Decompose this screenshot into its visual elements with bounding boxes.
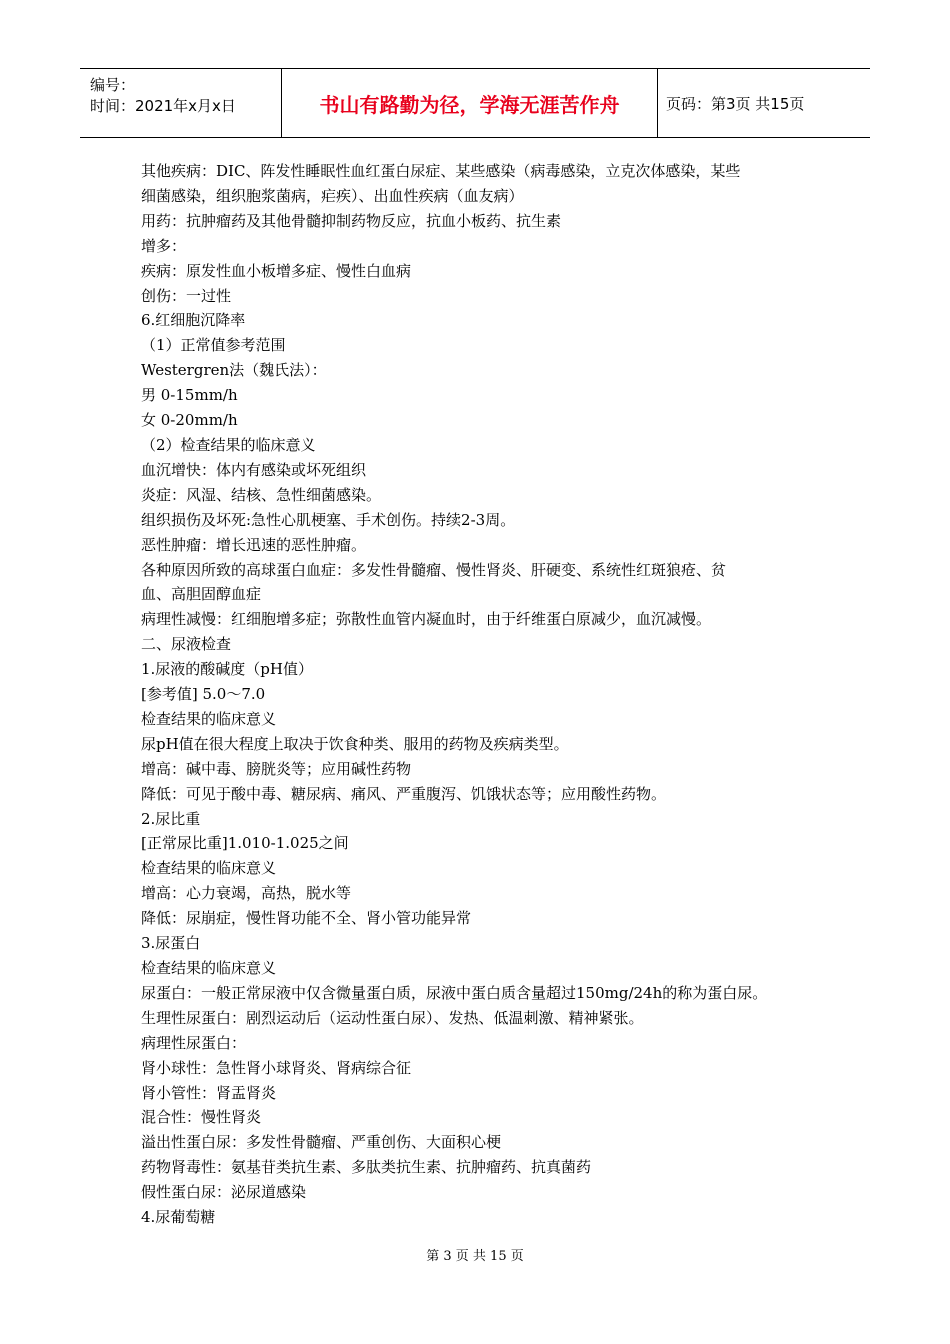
body-line: 降低：尿崩症，慢性肾功能不全、肾小管功能异常 bbox=[141, 909, 472, 928]
document-body bbox=[141, 159, 841, 1230]
body-line: 恶性肿瘤：增长迅速的恶性肿瘤。 bbox=[141, 535, 367, 554]
body-line: 增高：碱中毒、膀胱炎等；应用碱性药物 bbox=[141, 759, 412, 778]
body-line: 二、尿液检查 bbox=[141, 635, 232, 654]
body-line: 细菌感染，组织胞浆菌病，疟疾）、出血性疾病（血友病） bbox=[141, 186, 524, 205]
body-line: 炎症：风湿、结核、急性细菌感染。 bbox=[141, 485, 382, 504]
body-line: 组织损伤及坏死:急性心肌梗塞、手术创伤。持续2-3周。 bbox=[141, 510, 516, 529]
header-page-code: 页码：第3页 共15页 bbox=[666, 94, 805, 113]
body-line: [参考值] 5.0～7.0 bbox=[141, 685, 266, 704]
body-line: 创伤：一过性 bbox=[141, 286, 232, 305]
body-line: （1）正常值参考范围 bbox=[141, 336, 286, 355]
body-line: 血、高胆固醇血症 bbox=[141, 585, 262, 604]
body-line: 2.尿比重 bbox=[141, 809, 201, 828]
body-line: 血沉增快：体内有感染或坏死组织 bbox=[141, 460, 367, 479]
body-line: 病理性减慢：红细胞增多症；弥散性血管内凝血时，由于纤维蛋白原减少，血沉减慢。 bbox=[141, 610, 712, 629]
body-line: 检查结果的临床意义 bbox=[141, 959, 277, 977]
body-line: 6.红细胞沉降率 bbox=[141, 311, 246, 330]
body-line: 用药：抗肿瘤药及其他骨髓抑制药物反应，抗血小板药、抗生素 bbox=[141, 211, 562, 230]
body-line: 假性蛋白尿：泌尿道感染 bbox=[141, 1183, 307, 1202]
body-line: 检查结果的临床意义 bbox=[141, 859, 277, 878]
body-line: 生理性尿蛋白：剧烈运动后（运动性蛋白尿）、发热、低温刺激、精神紧张。 bbox=[141, 1008, 644, 1027]
body-line: 尿蛋白：一般正常尿液中仅含微量蛋白质，尿液中蛋白质含量超过150mg/24h的称为蛋白尿。 bbox=[141, 983, 768, 1002]
header-meta bbox=[80, 69, 282, 137]
body-line: Westergren法（魏氏法）： bbox=[141, 361, 327, 380]
body-line: 溢出性蛋白尿：多发性骨髓瘤、严重创伤、大面积心梗 bbox=[141, 1133, 502, 1152]
body-line: 其他疾病：DIC、阵发性睡眠性血红蛋白尿症、某些感染（病毒感染，立克次体感染，某些 bbox=[141, 162, 741, 180]
body-line: （2）检查结果的临床意义 bbox=[141, 435, 316, 454]
body-line: 4.尿葡萄糖 bbox=[141, 1208, 216, 1227]
page-header bbox=[80, 68, 870, 138]
body-line: 各种原因所致的高球蛋白血症：多发性骨髓瘤、慢性肾炎、肝硬变、系统性红斑狼疮、贫 bbox=[141, 560, 727, 579]
body-line: 混合性：慢性肾炎 bbox=[141, 1108, 262, 1127]
body-line: 检查结果的临床意义 bbox=[141, 709, 277, 728]
body-line: 1.尿液的酸碱度（pH值） bbox=[141, 660, 313, 679]
body-line: 肾小管性：肾盂肾炎 bbox=[141, 1083, 277, 1102]
header-motto: 书山有路勤为径，学海无涯苦作舟 bbox=[282, 69, 658, 137]
document-date: 时间：2021年x月x日 bbox=[90, 97, 236, 115]
body-line: 男 0-15mm/h bbox=[141, 386, 238, 405]
body-line: 肾小球性：急性肾小球肾炎、肾病综合征 bbox=[141, 1058, 412, 1077]
body-line: [正常尿比重]1.010-1.025之间 bbox=[141, 834, 349, 853]
document-number-label: 编号： bbox=[90, 76, 136, 94]
body-line: 降低：可见于酸中毒、糖尿病、痛风、严重腹泻、饥饿状态等；应用酸性药物。 bbox=[141, 784, 667, 803]
body-line: 女 0-20mm/h bbox=[141, 411, 238, 430]
page-footer: 第 3 页 共 15 页 bbox=[426, 1249, 524, 1264]
body-line: 尿pH值在很大程度上取决于饮食种类、服用的药物及疾病类型。 bbox=[141, 734, 569, 753]
body-line: 病理性尿蛋白： bbox=[141, 1033, 247, 1052]
body-line: 药物肾毒性：氨基苷类抗生素、多肽类抗生素、抗肿瘤药、抗真菌药 bbox=[141, 1158, 592, 1177]
body-line: 增高：心力衰竭，高热，脱水等 bbox=[141, 884, 352, 903]
body-line: 疾病：原发性血小板增多症、慢性白血病 bbox=[141, 261, 412, 280]
body-line: 增多： bbox=[141, 236, 187, 255]
body-line: 3.尿蛋白 bbox=[141, 934, 201, 953]
